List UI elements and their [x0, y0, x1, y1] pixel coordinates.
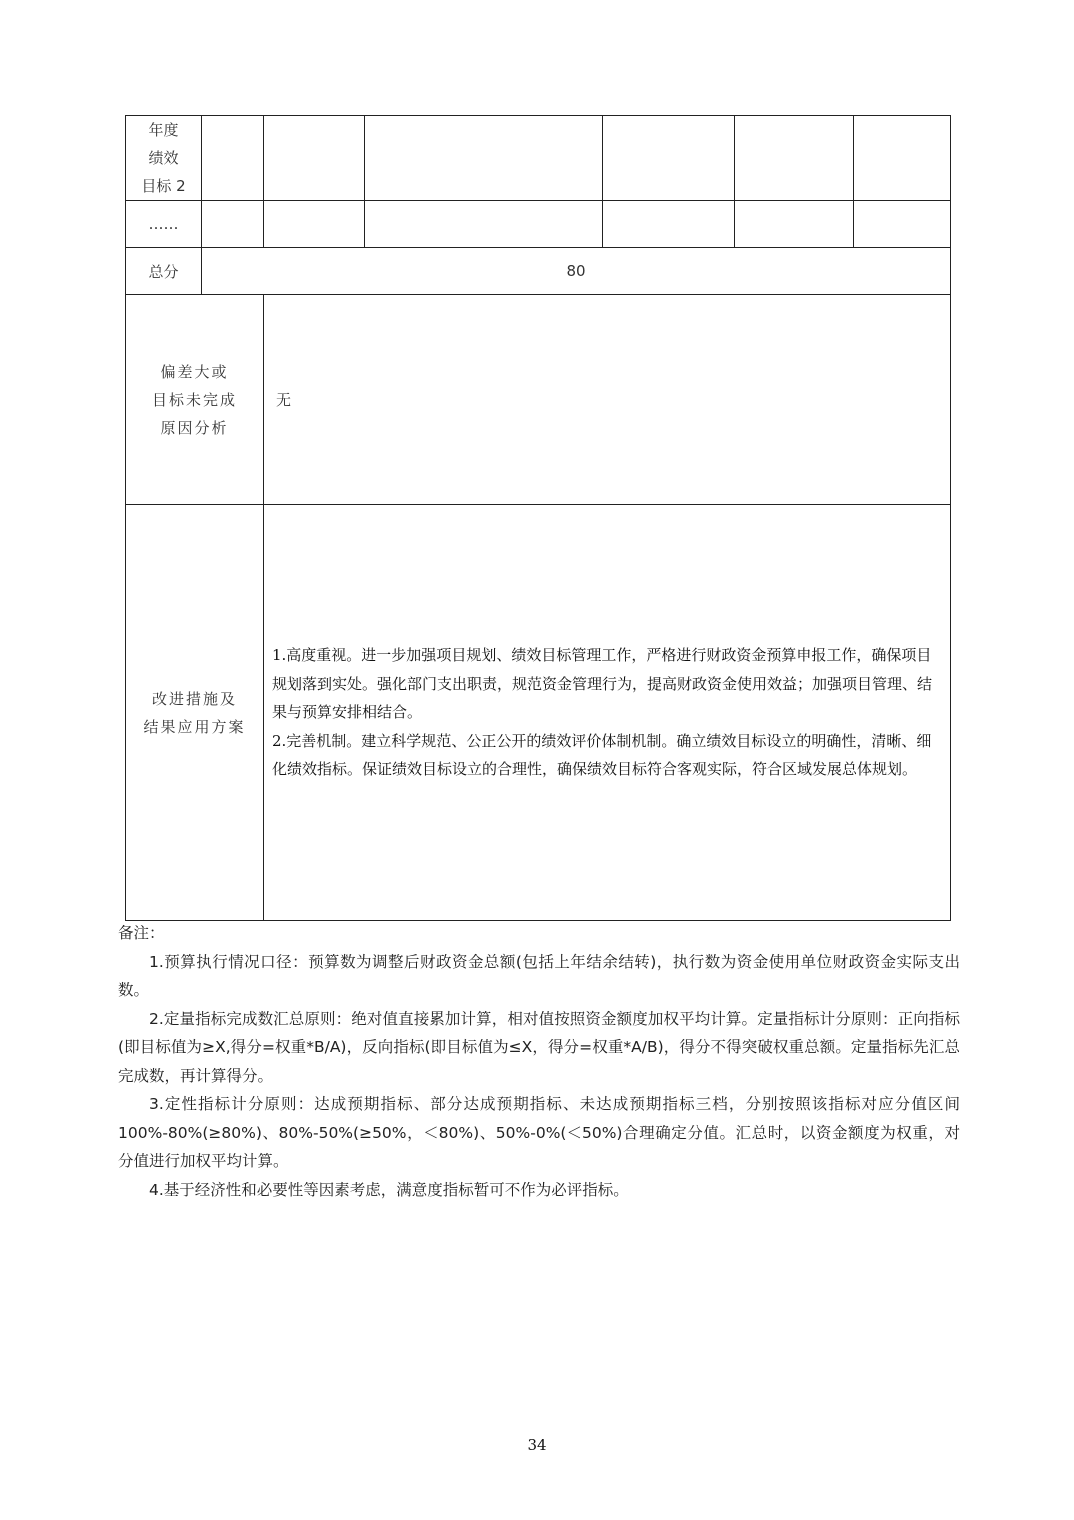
- goal-2-label-line: 年度: [148, 121, 179, 139]
- goal-2-label-line: 目标 2: [141, 177, 186, 195]
- note-item: 2.定量指标完成数汇总原则：绝对值直接累加计算，相对值按照资金额度加权平均计算。定量指标计分原则：正向指标(即目标值为≥X,得分=权重*B/A)，反向指标(即目标值为≤X，得分=权重*A/B)，得分不得突破权重总额。定量指标先汇总完成数，再计算得分。: [118, 1009, 960, 1085]
- total-score-value: 80: [202, 248, 951, 295]
- ellipsis-label: ……: [126, 201, 202, 248]
- table-cell-empty: [603, 201, 735, 248]
- performance-table: [125, 115, 951, 921]
- notes-heading: 备注：: [118, 924, 165, 942]
- table-row-deviation: [126, 295, 951, 505]
- table-cell-empty: [365, 201, 603, 248]
- improvement-paragraph: 1.高度重视。进一步加强项目规划、绩效目标管理工作，严格进行财政资金预算申报工作，确保项目规划落到实处。强化部门支出职责，规范资金管理行为，提高财政资金使用效益；加强项目管理、结果与预算安排相结合。: [272, 646, 933, 722]
- improvement-label-line: 改进措施及: [151, 689, 237, 708]
- note-item: 3.定性指标计分原则：达成预期指标、部分达成预期指标、未达成预期指标三档，分别按照该指标对应分值区间 100%-80%(≥80%)、80%-50%(≥50%，＜80%)、50%-0%(＜50%)合理确定分值。汇总时，以资金额度为权重，对分值进行加权平均计算。: [118, 1095, 960, 1170]
- table-cell-empty: [264, 201, 365, 248]
- goal-2-label-line: 绩效: [148, 149, 179, 167]
- total-score-label: 总分: [126, 248, 202, 295]
- table-cell-empty: [735, 201, 854, 248]
- deviation-value: 无: [264, 295, 951, 505]
- note-item: 1.预算执行情况口径：预算数为调整后财政资金总额(包括上年结余结转)，执行数为资金使用单位财政资金实际支出数。: [118, 952, 960, 999]
- table-cell-empty: [264, 116, 365, 201]
- table-row-ellipsis: [126, 201, 951, 248]
- deviation-label-cell: [126, 295, 264, 505]
- deviation-label-line: 目标未完成: [151, 390, 237, 409]
- deviation-label-line: 偏差大或: [160, 362, 229, 381]
- improvement-label-line: 结果应用方案: [143, 717, 246, 736]
- table-cell-empty: [735, 116, 854, 201]
- table-row-goal-2: [126, 116, 951, 201]
- table-cell-empty: [603, 116, 735, 201]
- table-cell-empty: [202, 116, 264, 201]
- table-row-improvement: [126, 505, 951, 921]
- improvement-label-cell: [126, 505, 264, 921]
- deviation-label-line: 原因分析: [160, 418, 229, 437]
- table-cell-empty: [854, 201, 951, 248]
- page-number: 34: [527, 1436, 547, 1454]
- improvement-measures-cell: [264, 505, 951, 921]
- table-cell-empty: [365, 116, 603, 201]
- improvement-paragraph: 2.完善机制。建立科学规范、公正公开的绩效评价体制机制。确立绩效目标设立的明确性，清晰、细化绩效指标。保证绩效目标设立的合理性，确保绩效目标符合客观实际，符合区域发展总体规划。: [272, 731, 932, 779]
- table-cell-empty: [854, 116, 951, 201]
- notes-section: [118, 919, 960, 1204]
- table-cell-empty: [202, 201, 264, 248]
- table-row-total: [126, 248, 951, 295]
- note-item: 4.基于经济性和必要性等因素考虑，满意度指标暂可不作为必评指标。: [149, 1180, 629, 1199]
- goal-2-label-cell: [126, 116, 202, 201]
